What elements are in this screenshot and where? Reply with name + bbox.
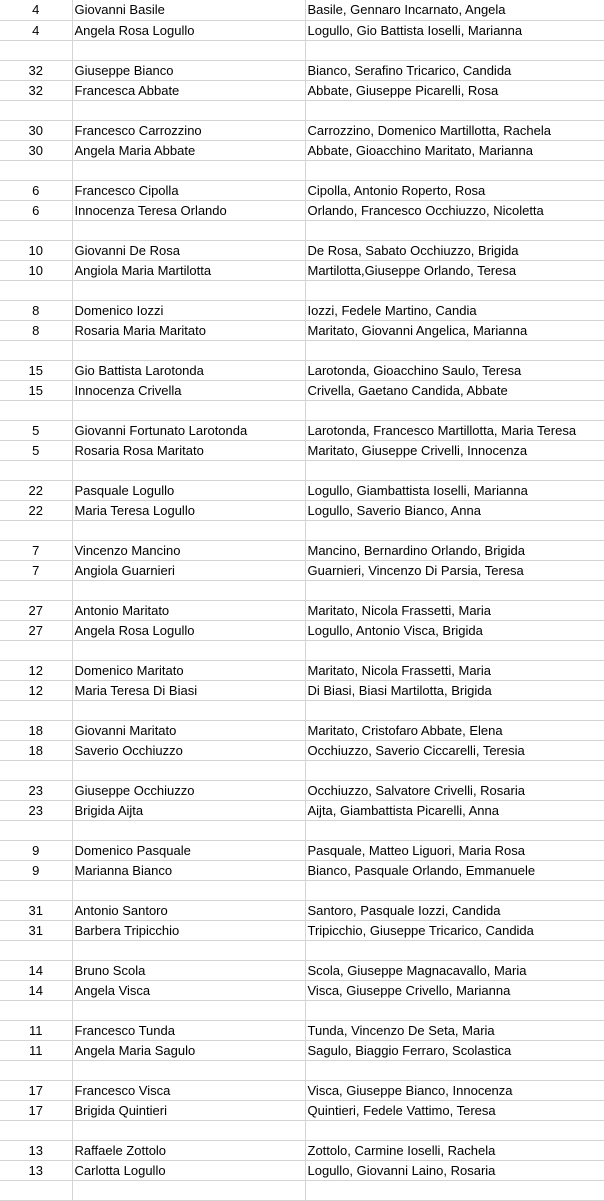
record-number-cell[interactable] (0, 520, 72, 540)
record-number-cell[interactable]: 10 (0, 240, 72, 260)
parents-cell[interactable]: Maritato, Giovanni Angelica, Marianna (305, 320, 604, 340)
table-row (0, 500, 604, 520)
person-name-cell[interactable] (72, 280, 305, 300)
parents-cell[interactable] (305, 880, 604, 900)
person-name-cell[interactable] (72, 880, 305, 900)
table-row-empty (0, 160, 604, 180)
record-number-cell[interactable]: 7 (0, 560, 72, 580)
person-name-cell[interactable]: Angiola Guarnieri (72, 560, 305, 580)
table-row (0, 420, 604, 440)
record-number-cell[interactable]: 4 (0, 0, 72, 20)
record-number-cell[interactable]: 5 (0, 440, 72, 460)
table-row (0, 1140, 604, 1160)
record-number-cell[interactable]: 15 (0, 380, 72, 400)
parents-cell[interactable]: Martilotta,Giuseppe Orlando, Teresa (305, 260, 604, 280)
person-name-cell[interactable]: Gio Battista Larotonda (72, 360, 305, 380)
parents-cell[interactable] (305, 340, 604, 360)
record-number-cell[interactable]: 31 (0, 900, 72, 920)
parents-cell[interactable] (305, 700, 604, 720)
table-row-empty (0, 1180, 604, 1200)
table-row-empty (0, 1000, 604, 1020)
record-number-cell[interactable]: 12 (0, 660, 72, 680)
parents-cell[interactable]: Visca, Giuseppe Crivello, Marianna (305, 980, 604, 1000)
record-number-cell[interactable]: 32 (0, 60, 72, 80)
parents-cell[interactable]: Maritato, Nicola Frassetti, Maria (305, 660, 604, 680)
parents-cell[interactable]: Pasquale, Matteo Liguori, Maria Rosa (305, 840, 604, 860)
record-number-cell[interactable] (0, 640, 72, 660)
person-name-cell[interactable]: Maria Teresa Di Biasi (72, 680, 305, 700)
table-row (0, 1160, 604, 1180)
record-number-cell[interactable] (0, 700, 72, 720)
parents-cell[interactable] (305, 400, 604, 420)
parents-cell[interactable]: Logullo, Giambattista Ioselli, Marianna (305, 480, 604, 500)
record-number-cell[interactable] (0, 880, 72, 900)
parents-cell[interactable]: Visca, Giuseppe Bianco, Innocenza (305, 1080, 604, 1100)
person-name-cell[interactable] (72, 700, 305, 720)
record-number-cell[interactable]: 27 (0, 620, 72, 640)
person-name-cell[interactable]: Carlotta Logullo (72, 1160, 305, 1180)
table-row (0, 320, 604, 340)
parents-cell[interactable]: Crivella, Gaetano Candida, Abbate (305, 380, 604, 400)
table-row (0, 620, 604, 640)
record-number-cell[interactable]: 18 (0, 740, 72, 760)
parents-cell[interactable] (305, 760, 604, 780)
record-number-cell[interactable]: 5 (0, 420, 72, 440)
parents-cell[interactable] (305, 460, 604, 480)
table-row (0, 1020, 604, 1040)
table-row-empty (0, 400, 604, 420)
table-row (0, 300, 604, 320)
table-row-empty (0, 40, 604, 60)
record-number-cell[interactable]: 14 (0, 980, 72, 1000)
table-row (0, 80, 604, 100)
parents-cell[interactable]: De Rosa, Sabato Occhiuzzo, Brigida (305, 240, 604, 260)
person-name-cell[interactable] (72, 220, 305, 240)
table-row-empty (0, 100, 604, 120)
parents-cell[interactable] (305, 1060, 604, 1080)
record-number-cell[interactable] (0, 940, 72, 960)
person-name-cell[interactable]: Innocenza Teresa Orlando (72, 200, 305, 220)
table-row (0, 360, 604, 380)
record-number-cell[interactable]: 18 (0, 720, 72, 740)
table-row (0, 860, 604, 880)
person-name-cell[interactable]: Rosaria Rosa Maritato (72, 440, 305, 460)
record-number-cell[interactable]: 30 (0, 140, 72, 160)
parents-cell[interactable]: Abbate, Gioacchino Maritato, Marianna (305, 140, 604, 160)
record-number-cell[interactable]: 4 (0, 20, 72, 40)
record-number-cell[interactable] (0, 1000, 72, 1020)
table-row (0, 140, 604, 160)
parents-cell[interactable] (305, 1180, 604, 1200)
record-number-cell[interactable] (0, 1060, 72, 1080)
parents-cell[interactable]: Maritato, Cristofaro Abbate, Elena (305, 720, 604, 740)
record-number-cell[interactable]: 13 (0, 1160, 72, 1180)
table-row (0, 800, 604, 820)
record-number-cell[interactable]: 17 (0, 1100, 72, 1120)
parents-cell[interactable]: Quintieri, Fedele Vattimo, Teresa (305, 1100, 604, 1120)
table-row (0, 740, 604, 760)
parents-cell[interactable]: Santoro, Pasquale Iozzi, Candida (305, 900, 604, 920)
person-name-cell[interactable]: Antonio Maritato (72, 600, 305, 620)
table-row-empty (0, 700, 604, 720)
record-number-cell[interactable] (0, 760, 72, 780)
person-name-cell[interactable]: Bruno Scola (72, 960, 305, 980)
parents-cell[interactable]: Maritato, Nicola Frassetti, Maria (305, 600, 604, 620)
record-number-cell[interactable] (0, 1180, 72, 1200)
person-name-cell[interactable] (72, 1000, 305, 1020)
person-name-cell[interactable]: Maria Teresa Logullo (72, 500, 305, 520)
parents-cell[interactable]: Logullo, Saverio Bianco, Anna (305, 500, 604, 520)
person-name-cell[interactable] (72, 640, 305, 660)
table-row (0, 0, 604, 20)
person-name-cell[interactable]: Vincenzo Mancino (72, 540, 305, 560)
record-number-cell[interactable]: 14 (0, 960, 72, 980)
parents-cell[interactable] (305, 1000, 604, 1020)
record-number-cell[interactable]: 23 (0, 800, 72, 820)
parents-cell[interactable]: Guarnieri, Vincenzo Di Parsia, Teresa (305, 560, 604, 580)
parents-cell[interactable] (305, 100, 604, 120)
parents-cell[interactable]: Iozzi, Fedele Martino, Candia (305, 300, 604, 320)
table-row (0, 120, 604, 140)
table-row (0, 1100, 604, 1120)
parents-cell[interactable]: Di Biasi, Biasi Martilotta, Brigida (305, 680, 604, 700)
parents-cell[interactable]: Bianco, Pasquale Orlando, Emmanuele (305, 860, 604, 880)
person-name-cell[interactable]: Antonio Santoro (72, 900, 305, 920)
person-name-cell[interactable] (72, 940, 305, 960)
table-row-empty (0, 340, 604, 360)
table-row (0, 1040, 604, 1060)
parents-cell[interactable]: Logullo, Gio Battista Ioselli, Marianna (305, 20, 604, 40)
table-row (0, 960, 604, 980)
person-name-cell[interactable]: Raffaele Zottolo (72, 1140, 305, 1160)
record-number-cell[interactable] (0, 820, 72, 840)
parents-cell[interactable]: Logullo, Giovanni Laino, Rosaria (305, 1160, 604, 1180)
person-name-cell[interactable]: Domenico Iozzi (72, 300, 305, 320)
parents-cell[interactable] (305, 640, 604, 660)
table-row (0, 980, 604, 1000)
table-row (0, 200, 604, 220)
person-name-cell[interactable]: Giovanni Maritato (72, 720, 305, 740)
parents-cell[interactable] (305, 580, 604, 600)
person-name-cell[interactable]: Angiola Maria Martilotta (72, 260, 305, 280)
table-row-empty (0, 820, 604, 840)
table-row-empty (0, 220, 604, 240)
table-row (0, 720, 604, 740)
table-row (0, 540, 604, 560)
table-row (0, 920, 604, 940)
table-row (0, 1080, 604, 1100)
person-name-cell[interactable]: Angela Maria Sagulo (72, 1040, 305, 1060)
record-number-cell[interactable]: 12 (0, 680, 72, 700)
table-row (0, 240, 604, 260)
record-number-cell[interactable] (0, 280, 72, 300)
person-name-cell[interactable]: Francesco Visca (72, 1080, 305, 1100)
parents-cell[interactable]: Scola, Giuseppe Magnacavallo, Maria (305, 960, 604, 980)
table-row (0, 180, 604, 200)
person-name-cell[interactable]: Giuseppe Bianco (72, 60, 305, 80)
table-row (0, 60, 604, 80)
record-number-cell[interactable]: 13 (0, 1140, 72, 1160)
record-number-cell[interactable]: 22 (0, 480, 72, 500)
parents-cell[interactable]: Logullo, Antonio Visca, Brigida (305, 620, 604, 640)
table-row-empty (0, 580, 604, 600)
person-name-cell[interactable] (72, 1180, 305, 1200)
record-number-cell[interactable]: 32 (0, 80, 72, 100)
table-row-empty (0, 280, 604, 300)
record-number-cell[interactable]: 10 (0, 260, 72, 280)
person-name-cell[interactable]: Giovanni Basile (72, 0, 305, 20)
table-row (0, 600, 604, 620)
record-number-cell[interactable]: 9 (0, 860, 72, 880)
record-number-cell[interactable]: 22 (0, 500, 72, 520)
person-name-cell[interactable]: Angela Visca (72, 980, 305, 1000)
record-number-cell[interactable]: 6 (0, 200, 72, 220)
parents-cell[interactable] (305, 160, 604, 180)
person-name-cell[interactable]: Angela Rosa Logullo (72, 20, 305, 40)
person-name-cell[interactable]: Francesco Cipolla (72, 180, 305, 200)
person-name-cell[interactable] (72, 400, 305, 420)
record-number-cell[interactable] (0, 340, 72, 360)
parents-cell[interactable]: Carrozzino, Domenico Martillottа, Rachela (305, 120, 604, 140)
person-name-cell[interactable]: Giovanni De Rosa (72, 240, 305, 260)
parents-cell[interactable]: Occhiuzzo, Saverio Ciccarelli, Teresia (305, 740, 604, 760)
table-row (0, 780, 604, 800)
person-name-cell[interactable]: Barbera Tripicchio (72, 920, 305, 940)
parents-cell[interactable]: Tripicchio, Giuseppe Tricarico, Candida (305, 920, 604, 940)
record-number-cell[interactable]: 11 (0, 1040, 72, 1060)
person-name-cell[interactable]: Brigida Aijta (72, 800, 305, 820)
table-row (0, 380, 604, 400)
person-name-cell[interactable]: Brigida Quintieri (72, 1100, 305, 1120)
person-name-cell[interactable]: Giovanni Fortunato Larotonda (72, 420, 305, 440)
person-name-cell[interactable] (72, 580, 305, 600)
parents-cell[interactable]: Larotonda, Francesco Martillotta, Maria Teresa (305, 420, 604, 440)
record-number-cell[interactable] (0, 160, 72, 180)
person-name-cell[interactable] (72, 760, 305, 780)
record-number-cell[interactable]: 11 (0, 1020, 72, 1040)
person-name-cell[interactable]: Giuseppe Occhiuzzo (72, 780, 305, 800)
person-name-cell[interactable] (72, 100, 305, 120)
record-number-cell[interactable] (0, 580, 72, 600)
record-number-cell[interactable]: 27 (0, 600, 72, 620)
record-number-cell[interactable]: 30 (0, 120, 72, 140)
record-number-cell[interactable]: 31 (0, 920, 72, 940)
parents-cell[interactable]: Bianco, Serafino Tricarico, Candida (305, 60, 604, 80)
parents-cell[interactable]: Abbate, Giuseppe Picarelli, Rosa (305, 80, 604, 100)
parents-cell[interactable]: Larotonda, Gioacchino Saulo, Teresa (305, 360, 604, 380)
table-row-empty (0, 520, 604, 540)
table-row-empty (0, 880, 604, 900)
parents-cell[interactable] (305, 280, 604, 300)
table-row (0, 260, 604, 280)
parents-cell[interactable]: Tunda, Vincenzo De Seta, Maria (305, 1020, 604, 1040)
person-name-cell[interactable]: Domenico Pasquale (72, 840, 305, 860)
table-row (0, 900, 604, 920)
person-name-cell[interactable]: Saverio Occhiuzzo (72, 740, 305, 760)
person-name-cell[interactable]: Angela Maria Abbate (72, 140, 305, 160)
table-row (0, 660, 604, 680)
parents-cell[interactable]: Zottolo, Carmine Ioselli, Rachela (305, 1140, 604, 1160)
person-name-cell[interactable]: Francesco Tunda (72, 1020, 305, 1040)
person-name-cell[interactable]: Innocenza Crivella (72, 380, 305, 400)
table-row-empty (0, 1120, 604, 1140)
record-number-cell[interactable] (0, 400, 72, 420)
parents-cell[interactable] (305, 940, 604, 960)
record-number-cell[interactable]: 6 (0, 180, 72, 200)
table-row (0, 840, 604, 860)
table-row-empty (0, 1060, 604, 1080)
parents-cell[interactable]: Aijta, Giambattista Picarelli, Anna (305, 800, 604, 820)
table-row-empty (0, 640, 604, 660)
person-name-cell[interactable]: Angela Rosa Logullo (72, 620, 305, 640)
parents-cell[interactable]: Maritato, Giuseppe Crivelli, Innocenza (305, 440, 604, 460)
parents-cell[interactable]: Cipolla, Antonio Roperto, Rosa (305, 180, 604, 200)
table-row (0, 440, 604, 460)
person-name-cell[interactable] (72, 1060, 305, 1080)
person-name-cell[interactable]: Domenico Maritato (72, 660, 305, 680)
person-name-cell[interactable]: Francesco Carrozzino (72, 120, 305, 140)
record-number-cell[interactable] (0, 220, 72, 240)
record-number-cell[interactable]: 7 (0, 540, 72, 560)
table-row (0, 560, 604, 580)
person-name-cell[interactable] (72, 820, 305, 840)
person-name-cell[interactable] (72, 1120, 305, 1140)
parents-cell[interactable]: Mancino, Bernardino Orlando, Brigida (305, 540, 604, 560)
record-number-cell[interactable] (0, 100, 72, 120)
person-name-cell[interactable] (72, 340, 305, 360)
record-number-cell[interactable]: 17 (0, 1080, 72, 1100)
table-row-empty (0, 760, 604, 780)
person-name-cell[interactable]: Rosaria Maria Maritato (72, 320, 305, 340)
record-number-cell[interactable] (0, 1120, 72, 1140)
record-number-cell[interactable]: 8 (0, 320, 72, 340)
person-name-cell[interactable] (72, 40, 305, 60)
parents-cell[interactable]: Occhiuzzo, Salvatore Crivelli, Rosaria (305, 780, 604, 800)
person-name-cell[interactable] (72, 160, 305, 180)
parents-cell[interactable] (305, 820, 604, 840)
table-row (0, 20, 604, 40)
record-number-cell[interactable]: 9 (0, 840, 72, 860)
parents-cell[interactable]: Basile, Gennaro Incarnato, Angela (305, 0, 604, 20)
parents-cell[interactable]: Sagulo, Biaggio Ferraro, Scolastica (305, 1040, 604, 1060)
record-number-cell[interactable]: 8 (0, 300, 72, 320)
parents-cell[interactable] (305, 520, 604, 540)
record-number-cell[interactable]: 23 (0, 780, 72, 800)
table-row (0, 680, 604, 700)
person-name-cell[interactable]: Marianna Bianco (72, 860, 305, 880)
person-name-cell[interactable]: Francesca Abbate (72, 80, 305, 100)
record-number-cell[interactable] (0, 460, 72, 480)
person-name-cell[interactable]: Pasquale Logullo (72, 480, 305, 500)
person-name-cell[interactable] (72, 460, 305, 480)
person-name-cell[interactable] (72, 520, 305, 540)
table-row (0, 480, 604, 500)
table-row-empty (0, 940, 604, 960)
parents-cell[interactable] (305, 1120, 604, 1140)
parents-cell[interactable] (305, 220, 604, 240)
record-number-cell[interactable] (0, 40, 72, 60)
record-number-cell[interactable]: 15 (0, 360, 72, 380)
table-row-empty (0, 460, 604, 480)
parents-cell[interactable]: Orlando, Francesco Occhiuzzo, Nicoletta (305, 200, 604, 220)
parents-cell[interactable] (305, 40, 604, 60)
